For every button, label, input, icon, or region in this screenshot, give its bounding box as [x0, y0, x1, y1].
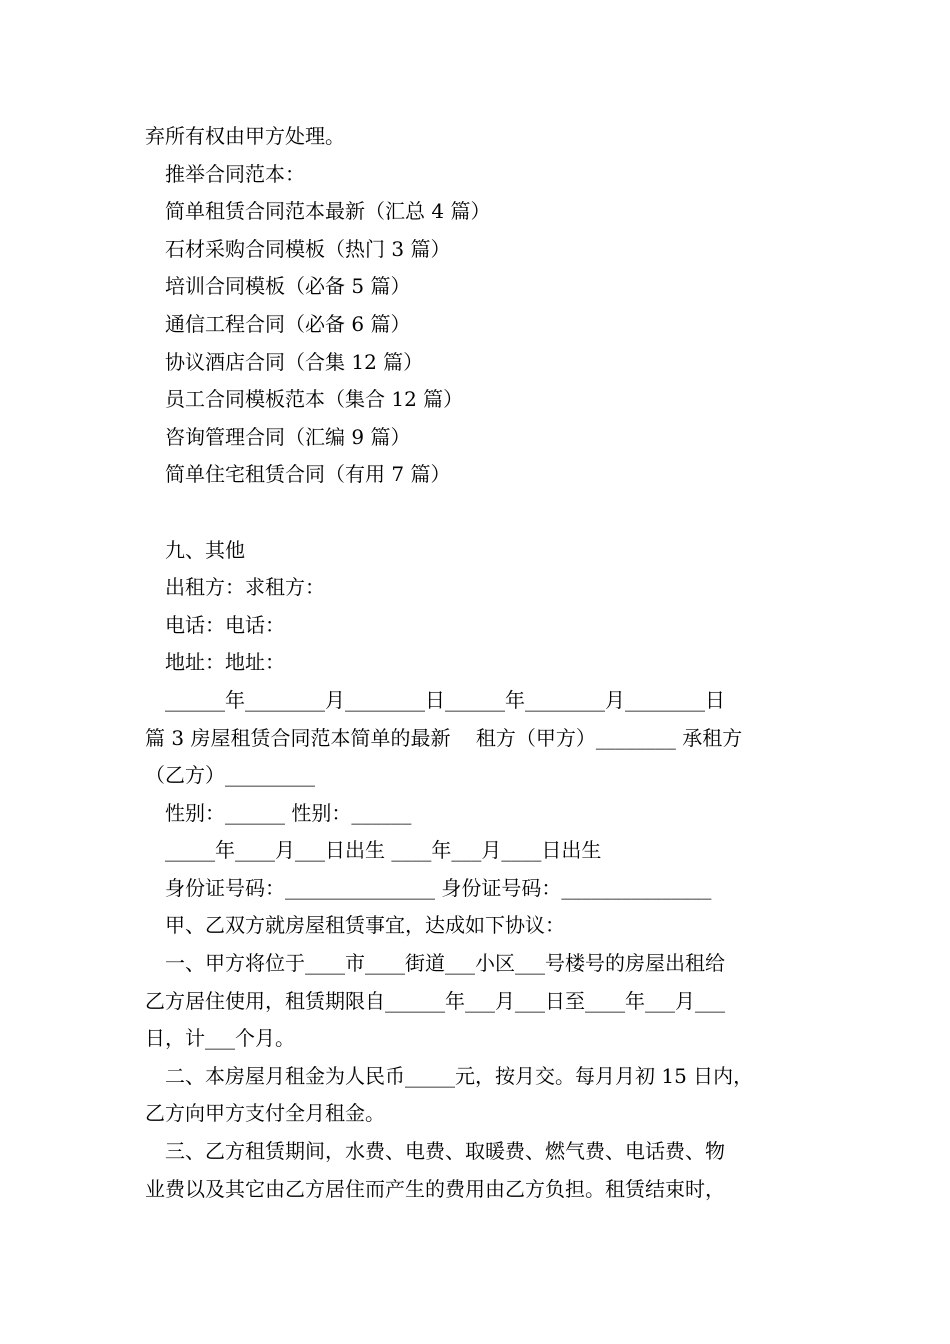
recommend-item: 协议酒店合同（合集 12 篇）: [165, 349, 424, 374]
party-b-line: （乙方）_________: [145, 763, 315, 788]
recommend-item: 简单住宅租赁合同（有用 7 篇）: [165, 462, 451, 487]
clause-1-line: 日，计___个月。: [145, 1026, 295, 1051]
article-title-line: 篇 3 房屋租赁合同范本简单的最新 租方（甲方）________ 承租方: [145, 725, 743, 750]
text-line: 弃所有权由甲方处理。: [145, 124, 345, 148]
phone-line: 电话：电话：: [165, 612, 285, 637]
recommend-heading: 推举合同范本：: [165, 161, 305, 186]
parties-line: 出租方：求租方：: [165, 575, 325, 600]
recommend-item: 简单租赁合同范本最新（汇总 4 篇）: [165, 199, 491, 224]
clause-3-line: 三、乙方租赁期间，水费、电费、取暖费、燃气费、电话费、物: [165, 1139, 725, 1164]
section-heading: 九、其他: [165, 537, 245, 562]
clause-1-line: 一、甲方将位于____市____街道___小区___号楼号的房屋出租给: [165, 951, 725, 976]
clause-2-line: 二、本房屋月租金为人民币_____元，按月交。每月月初 15 日内，: [165, 1063, 754, 1088]
recommend-item: 通信工程合同（必备 6 篇）: [165, 311, 411, 336]
date-line: ______年________月________日______年________月________日: [165, 687, 725, 712]
blank-line: [145, 494, 815, 532]
id-number-line: 身份证号码：_______________ 身份证号码：_______________: [165, 875, 712, 900]
gender-line: 性别：______ 性别：______: [165, 800, 412, 825]
address-line: 地址：地址：: [165, 650, 285, 675]
birth-line: _____年____月___日出生 ____年___月____日出生: [165, 838, 602, 863]
clause-2-line: 乙方向甲方支付全月租金。: [145, 1101, 385, 1126]
document-body: [145, 118, 815, 1208]
agreement-intro: 甲、乙双方就房屋租赁事宜，达成如下协议：: [165, 913, 565, 938]
clause-3-line: 业费以及其它由乙方居住而产生的费用由乙方负担。租赁结束时，: [145, 1176, 725, 1201]
recommend-item: 培训合同模板（必备 5 篇）: [165, 274, 411, 299]
recommend-item: 咨询管理合同（汇编 9 篇）: [165, 424, 411, 449]
recommend-item: 员工合同模板范本（集合 12 篇）: [165, 387, 464, 412]
clause-1-line: 乙方居住使用，租赁期限自______年___月___日至____年___月___: [145, 988, 725, 1013]
recommend-item: 石材采购合同模板（热门 3 篇）: [165, 236, 451, 261]
